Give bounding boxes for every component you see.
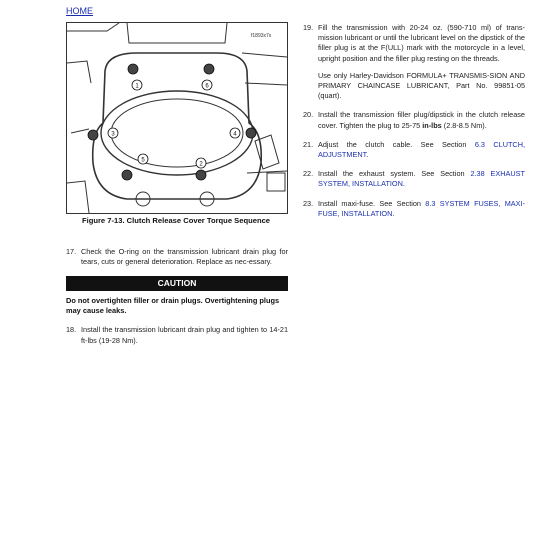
step-text-end: (2.8-8.5 Nm).: [441, 120, 487, 130]
home-link[interactable]: HOME: [66, 6, 93, 16]
step-20: [303, 110, 525, 130]
torque-unit: in-lbs: [422, 120, 442, 130]
step-text-end: .: [392, 208, 395, 218]
bolt-number: 2: [199, 161, 203, 168]
left-column: [66, 247, 288, 355]
step-number: 19.: [303, 23, 314, 32]
maxi-fuse-installation-link[interactable]: 8.3 SYSTEM FUSES, MAXI-FUSE, INSTALLATION: [318, 198, 526, 218]
step-number: 21.: [303, 139, 314, 149]
step-18: [66, 325, 288, 345]
step-text: Fill the transmission with 20-24 oz. (590-710 ml) of trans-mission lubricant or until the lubricant level on the dipstick of the filler plug is at the F(ULL) mark with the motorcycle in a level, upright position and the filler plug resting on the threads.: [318, 23, 525, 63]
step-number: 22.: [303, 169, 314, 179]
figure-id-tag: f1893x7x: [251, 33, 272, 39]
step-text-end: .: [402, 179, 405, 189]
step-text: Adjust the clutch cable. See Section: [318, 139, 475, 149]
figure-caption: Figure 7-13. Clutch Release Cover Torque Sequence: [81, 216, 271, 225]
exhaust-installation-link[interactable]: 2.38 EXHAUST SYSTEM, INSTALLATION: [318, 169, 525, 189]
bolt-number: 5: [141, 157, 145, 164]
right-column: [303, 23, 525, 228]
bolt-number: 1: [135, 83, 139, 90]
step-text-end: .: [366, 150, 369, 160]
step-number: 18.: [66, 325, 77, 335]
bolt-number: 6: [205, 83, 209, 90]
clutch-adjustment-link[interactable]: 6.3 CLUTCH, ADJUSTMENT: [318, 139, 525, 160]
step-text: Install the exhaust system. See Section: [318, 169, 471, 179]
step-number: 20.: [303, 110, 314, 120]
clutch-cover-illustration: [67, 23, 287, 213]
step-21: [303, 140, 525, 160]
step-text: Install the transmission lubricant drain plug and tighten to 14-21 ft-lbs (19-28 Nm).: [81, 325, 288, 345]
step-22: [303, 169, 525, 189]
step-text: Install maxi-fuse. See Section: [318, 198, 426, 208]
step-text: Install the transmission filler plug/dipstick in the clutch release cover. Tighten the plug to 25-75: [318, 110, 525, 130]
bolt-number: 3: [111, 131, 115, 138]
step-19: [303, 23, 525, 64]
caution-text: Do not overtighten filler or drain plugs. Overtightening plugs may cause leaks.: [66, 296, 280, 316]
step-number: 17.: [66, 247, 77, 256]
step-number: 23.: [303, 198, 314, 208]
lubricant-note: Use only Harley-Davidson FORMULA+ TRANSMIS-SION AND PRIMARY CHAINCASE LUBRICANT, Part No. 99851-05 (quart).: [318, 70, 525, 101]
clutch-cover-figure: [66, 22, 288, 214]
step-17: [66, 247, 288, 267]
step-23: [303, 199, 525, 219]
caution-banner: CAUTION: [66, 276, 288, 291]
bolt-number: 4: [233, 131, 237, 138]
step-text: Check the O-ring on the transmission lubricant drain plug for tears, cuts or general deterioration. Replace as nec-essary.: [81, 247, 288, 267]
